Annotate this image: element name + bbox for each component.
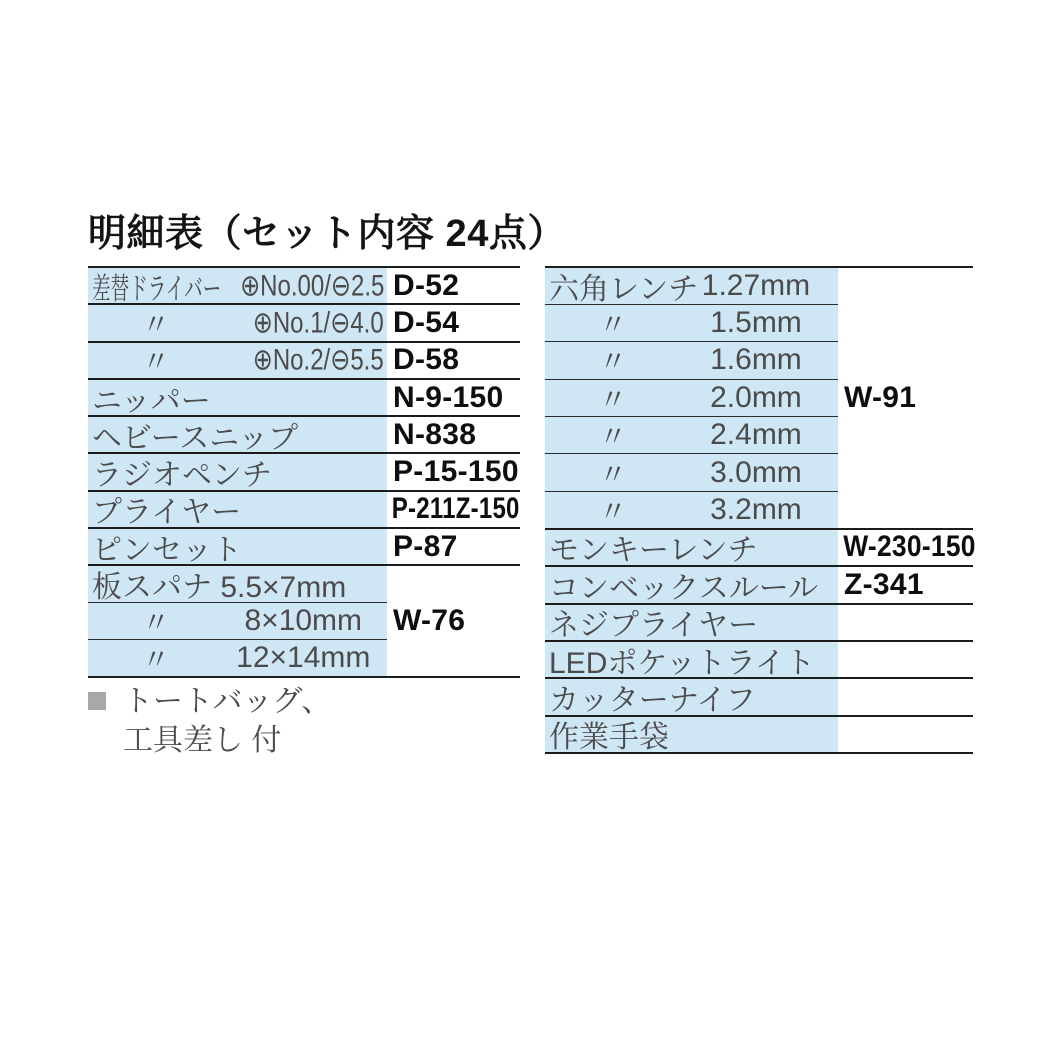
ditto-mark: 〃 bbox=[599, 309, 628, 341]
item-code-cell bbox=[387, 304, 520, 341]
item-spec: 1.5mm bbox=[710, 306, 802, 340]
item-code: Z-341 bbox=[844, 567, 924, 601]
ditto-mark: 〃 bbox=[142, 308, 171, 340]
item-name-cell bbox=[88, 491, 387, 528]
table-row bbox=[88, 342, 520, 379]
item-spec: 3.2mm bbox=[710, 492, 802, 526]
table-row bbox=[88, 267, 520, 304]
item-name-cell bbox=[545, 267, 838, 304]
table-row bbox=[88, 304, 520, 341]
item-code: P-15-150 bbox=[393, 455, 519, 489]
item-name-cell bbox=[545, 342, 838, 379]
item-spec: ⊕No.2/⊖5.5 bbox=[253, 343, 384, 377]
item-code: P-87 bbox=[393, 529, 458, 563]
item-name-cell bbox=[545, 641, 838, 678]
item-code-cell bbox=[838, 716, 973, 753]
item-code: W-76 bbox=[393, 604, 466, 638]
item-name-cell bbox=[88, 453, 387, 493]
note-line-1: トートバッグ、 bbox=[123, 685, 332, 718]
table-row bbox=[88, 491, 520, 528]
item-spec: 12×14mm bbox=[236, 641, 371, 675]
table-row bbox=[88, 565, 520, 602]
gray-square-icon bbox=[88, 692, 106, 710]
item-name: モンキーレンチ bbox=[549, 534, 758, 568]
item-name-cell bbox=[545, 304, 838, 341]
included-accessories-note bbox=[88, 682, 331, 760]
item-code-cell bbox=[838, 566, 973, 603]
item-code: D-52 bbox=[393, 268, 460, 302]
ditto-mark: 〃 bbox=[599, 346, 628, 378]
ditto-mark: 〃 bbox=[599, 383, 628, 415]
item-code-cell bbox=[838, 604, 973, 641]
item-name-cell bbox=[88, 565, 387, 605]
item-name: コンベックスルール bbox=[549, 571, 819, 605]
table-row bbox=[545, 529, 973, 566]
item-name-cell bbox=[88, 528, 387, 565]
item-code-cell-merged bbox=[838, 267, 973, 529]
item-code-cell bbox=[838, 678, 973, 715]
item-code-cell bbox=[838, 641, 973, 678]
item-code: N-9-150 bbox=[393, 380, 504, 414]
item-spec: ⊕No.1/⊖4.0 bbox=[253, 306, 384, 340]
ditto-mark: 〃 bbox=[599, 421, 628, 453]
table-row bbox=[88, 379, 520, 416]
item-name-cell bbox=[545, 379, 838, 416]
item-name-cell bbox=[88, 640, 387, 677]
item-name-cell bbox=[88, 416, 387, 453]
item-name: カッターナイフ bbox=[549, 683, 756, 717]
ditto-mark: 〃 bbox=[142, 346, 171, 378]
item-name: ヘビースニップ bbox=[92, 421, 299, 455]
ditto-mark: 〃 bbox=[142, 644, 171, 676]
item-code-cell bbox=[387, 453, 520, 490]
item-name: ラジオペンチ bbox=[92, 459, 272, 493]
table-row bbox=[545, 716, 973, 753]
ditto-mark: 〃 bbox=[599, 495, 628, 527]
item-spec: 2.4mm bbox=[710, 418, 802, 452]
page-title: 明細表（セット内容 24点） bbox=[88, 213, 566, 255]
note-text bbox=[123, 682, 331, 760]
item-name: ピンセット bbox=[92, 533, 242, 567]
ditto-mark: 〃 bbox=[142, 607, 171, 639]
table-row bbox=[88, 453, 520, 490]
item-name-cell bbox=[545, 566, 838, 603]
item-name-cell bbox=[88, 304, 387, 341]
item-name: LEDポケットライト bbox=[549, 646, 815, 680]
item-name: 六角レンチ bbox=[549, 272, 699, 306]
item-name-cell bbox=[88, 379, 387, 416]
item-code: W-91 bbox=[844, 380, 917, 414]
item-code: D-54 bbox=[393, 305, 460, 339]
item-name: ネジプライヤー bbox=[549, 609, 759, 643]
item-name-cell bbox=[545, 417, 838, 454]
item-name-cell bbox=[545, 716, 838, 753]
item-name-cell bbox=[545, 454, 838, 491]
ditto-mark: 〃 bbox=[599, 458, 628, 490]
item-spec: 1.6mm bbox=[710, 343, 802, 377]
table-row bbox=[545, 267, 973, 304]
item-code: W-230-150 bbox=[843, 530, 976, 564]
item-name-cell bbox=[545, 491, 838, 528]
item-code: N-838 bbox=[393, 417, 477, 451]
item-name-cell bbox=[88, 342, 387, 379]
item-name-cell bbox=[88, 603, 387, 640]
table-row bbox=[545, 566, 973, 603]
item-spec: 3.0mm bbox=[710, 455, 802, 489]
item-spec: 8×10mm bbox=[244, 604, 363, 638]
item-name-cell bbox=[545, 529, 838, 566]
note-line-2: 工具差し 付 bbox=[123, 724, 282, 757]
item-name-cell bbox=[88, 267, 387, 304]
item-name: 差替ドライバー bbox=[92, 272, 222, 306]
item-name: 板スパナ 5.5×7mm bbox=[92, 571, 347, 605]
item-code-cell bbox=[387, 416, 520, 453]
item-name: プライヤー bbox=[92, 496, 242, 530]
item-spec: ⊕No.00/⊖2.5 bbox=[239, 269, 384, 303]
table-row bbox=[545, 641, 973, 678]
item-code-cell bbox=[387, 379, 520, 416]
item-code-cell bbox=[387, 528, 520, 565]
item-code-cell bbox=[387, 491, 520, 528]
item-code-cell bbox=[838, 529, 976, 566]
item-spec: 2.0mm bbox=[710, 380, 802, 414]
item-code: D-58 bbox=[393, 343, 460, 377]
item-code-cell-merged bbox=[387, 565, 520, 677]
table-row bbox=[88, 416, 520, 453]
item-name: 作業手袋 bbox=[549, 721, 669, 755]
table-row bbox=[88, 528, 520, 565]
table-row bbox=[545, 678, 973, 715]
parts-table-left bbox=[88, 266, 520, 678]
item-code-cell bbox=[387, 342, 520, 379]
item-name: ニッパー bbox=[92, 384, 211, 418]
item-code: P-211Z-150 bbox=[391, 492, 520, 526]
table-row bbox=[545, 604, 973, 641]
item-name-cell bbox=[545, 604, 838, 641]
item-name-cell bbox=[545, 678, 838, 715]
parts-table-right bbox=[545, 266, 976, 755]
item-code-cell bbox=[387, 267, 520, 304]
item-spec: 1.27mm bbox=[701, 268, 811, 302]
